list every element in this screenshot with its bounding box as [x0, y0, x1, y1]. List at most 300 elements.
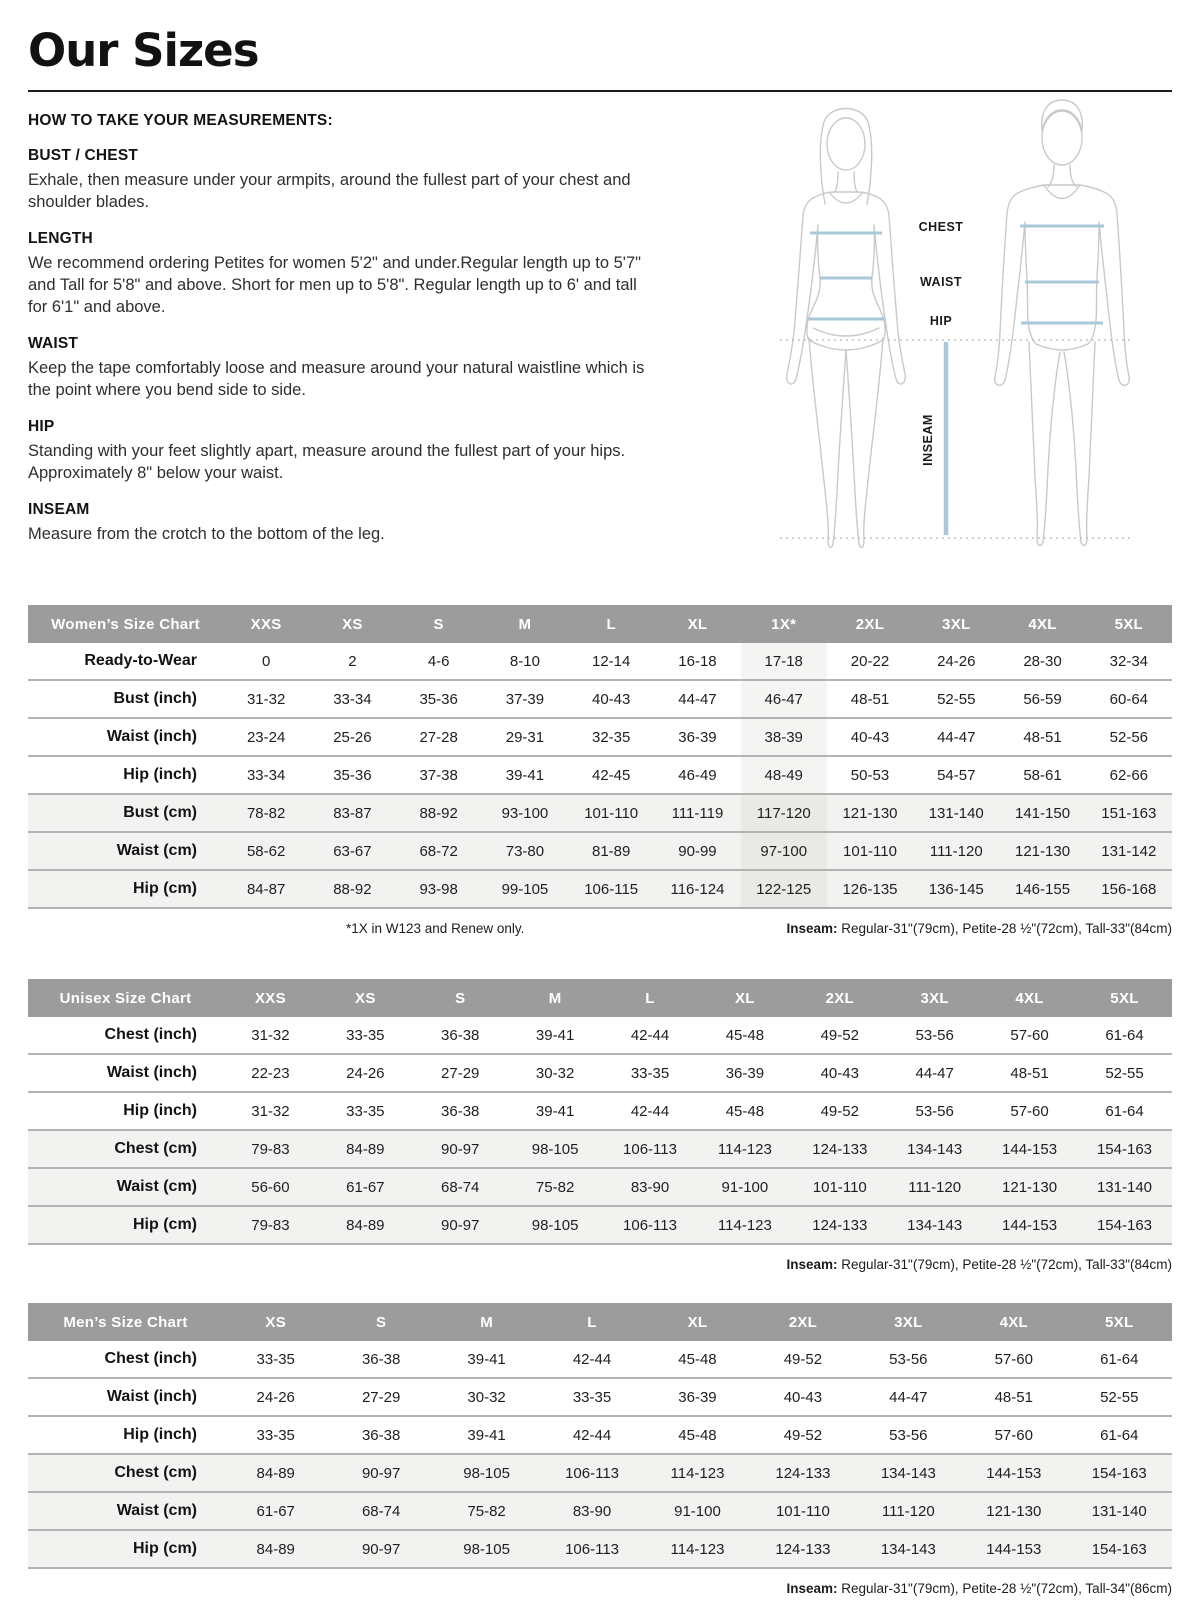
section-heading: INSEAM [28, 501, 90, 518]
size-cell: 42-44 [572, 1426, 612, 1444]
section-body: Exhale, then measure under your armpits, around the fullest part of your chest and shoulder blades. [28, 171, 631, 211]
size-cell: 63-67 [309, 832, 395, 870]
size-cell: 42-45 [592, 766, 631, 784]
size-cell: 97-100 [741, 832, 827, 870]
size-cell: 22-23 [251, 1064, 290, 1082]
size-cell: 106-113 [539, 1454, 644, 1492]
size-cell: 33-35 [346, 1102, 385, 1120]
size-cell: 134-143 [856, 1530, 961, 1568]
size-cell: 68-74 [413, 1168, 508, 1206]
row-label: Waist (inch) [106, 1388, 197, 1405]
size-cell: 124-133 [750, 1454, 855, 1492]
section-body: Standing with your feet slightly apart, measure around the fullest part of your hips. Approximately 8" below your waist. [28, 442, 626, 482]
size-cell: 61-64 [1100, 1426, 1139, 1444]
column-header: XL [654, 605, 740, 643]
table-note: Inseam: Regular-31"(79cm), Petite-28 ½"(72cm), Tall-33"(84cm) [786, 921, 1172, 936]
size-cell: 45-48 [678, 1426, 717, 1444]
size-cell: 57-60 [1010, 1026, 1049, 1044]
size-cell: 101-110 [827, 832, 913, 870]
size-cell: 39-41 [535, 1026, 575, 1044]
female-neck [835, 172, 857, 192]
size-cell: 114-123 [645, 1454, 750, 1492]
column-header: L [603, 979, 698, 1017]
size-cell: 53-56 [889, 1350, 928, 1368]
size-cell: 134-143 [887, 1206, 982, 1244]
size-cell: 36-39 [678, 728, 717, 746]
womens-table-notes [28, 921, 1172, 939]
size-cell: 90-97 [328, 1454, 433, 1492]
size-cell: 16-18 [678, 652, 717, 670]
column-header: XS [309, 605, 395, 643]
size-cell: 154-163 [1077, 1206, 1172, 1244]
female-bikini-line [813, 328, 879, 336]
table-row [28, 1416, 1172, 1454]
size-cell: 39-41 [467, 1426, 506, 1444]
size-cell: 33-34 [246, 766, 286, 784]
size-cell: 79-83 [223, 1130, 318, 1168]
row-label: Hip (cm) [28, 1530, 223, 1568]
row-label: Hip (inch) [123, 1426, 197, 1443]
size-cell: 0 [261, 652, 271, 670]
unisex-table-slot [28, 979, 1172, 1245]
size-cell: 111-119 [654, 794, 740, 832]
measurement-diagram [760, 92, 1140, 558]
size-cell: 126-135 [827, 870, 913, 908]
size-cell: 53-56 [889, 1426, 928, 1444]
size-cell: 121-130 [827, 794, 913, 832]
size-cell: 56-60 [223, 1168, 318, 1206]
size-cell: 49-52 [783, 1350, 823, 1368]
row-label: Waist (inch) [106, 728, 197, 745]
male-tank-neckline [1044, 185, 1080, 199]
size-cell: 33-35 [346, 1026, 385, 1044]
size-cell: 31-32 [246, 690, 286, 708]
size-cell: 61-67 [223, 1492, 328, 1530]
size-cell: 106-115 [568, 870, 654, 908]
size-cell: 8-10 [509, 652, 540, 670]
size-cell: 42-44 [630, 1026, 670, 1044]
size-cell: 114-123 [697, 1130, 792, 1168]
table-row [28, 1130, 1172, 1168]
size-cell: 83-90 [603, 1168, 698, 1206]
womens-table-slot [28, 605, 1172, 909]
size-cell: 31-32 [251, 1026, 290, 1044]
size-cell: 32-34 [1109, 652, 1149, 670]
size-cell: 24-26 [256, 1388, 295, 1406]
section-heading: BUST / CHEST [28, 147, 139, 164]
mens-table-slot [28, 1303, 1172, 1569]
size-cell: 83-90 [539, 1492, 644, 1530]
size-cell: 60-64 [1109, 690, 1149, 708]
size-cell: 61-64 [1105, 1026, 1144, 1044]
size-cell: 40-43 [820, 1064, 859, 1082]
size-cell: 32-35 [592, 728, 631, 746]
waist-label: WAIST [919, 275, 963, 289]
row-label: Ready-to-Wear [84, 652, 197, 669]
size-cell: 144-153 [961, 1454, 1066, 1492]
row-label: Hip (inch) [123, 1102, 197, 1119]
size-cell: 68-74 [328, 1492, 433, 1530]
size-cell: 52-56 [1109, 728, 1149, 746]
size-cell: 48-51 [1010, 1064, 1049, 1082]
row-label: Bust (inch) [113, 690, 197, 707]
size-cell: 46-47 [741, 680, 827, 718]
size-cell: 28-30 [1023, 652, 1062, 670]
table-row [28, 1378, 1172, 1416]
size-cell: 33-35 [256, 1426, 295, 1444]
section-heading: LENGTH [28, 230, 93, 247]
size-cell: 84-89 [223, 1530, 328, 1568]
size-cell: 154-163 [1067, 1530, 1173, 1568]
size-cell: 131-140 [1067, 1492, 1173, 1530]
mens-size-chart-section [28, 1303, 1172, 1599]
column-header: M [434, 1303, 539, 1341]
size-cell: 33-35 [630, 1064, 670, 1082]
column-header: 2XL [750, 1303, 855, 1341]
mens-table-notes [28, 1581, 1172, 1599]
column-header: XS [318, 979, 413, 1017]
size-cell: 37-39 [505, 690, 545, 708]
size-cell: 90-97 [413, 1206, 508, 1244]
size-cell: 98-105 [508, 1206, 603, 1244]
size-cell: 57-60 [994, 1350, 1033, 1368]
table-row [28, 1168, 1172, 1206]
size-cell: 52-55 [1105, 1064, 1144, 1082]
size-cell: 4-6 [427, 652, 450, 670]
size-cell: 20-22 [850, 652, 890, 670]
table-row [28, 1206, 1172, 1244]
size-cell: 40-43 [592, 690, 631, 708]
size-cell: 58-61 [1023, 766, 1062, 784]
womens-size-chart-section [28, 605, 1172, 939]
size-cell: 61-67 [318, 1168, 413, 1206]
size-cell: 111-120 [856, 1492, 961, 1530]
table-title: Unisex Size Chart [28, 979, 223, 1017]
column-header: 3XL [856, 1303, 961, 1341]
size-cell: 90-97 [328, 1530, 433, 1568]
size-cell: 44-47 [915, 1064, 954, 1082]
size-cell: 101-110 [568, 794, 654, 832]
size-cell: 39-41 [505, 766, 545, 784]
section-body: Measure from the crotch to the bottom of the leg. [28, 525, 385, 543]
size-tables [28, 605, 1172, 1599]
size-cell: 121-130 [999, 832, 1085, 870]
size-cell: 53-56 [915, 1026, 954, 1044]
row-label: Waist (cm) [28, 1492, 223, 1530]
size-cell: 84-89 [318, 1206, 413, 1244]
size-cell: 12-14 [592, 652, 631, 670]
size-cell: 101-110 [792, 1168, 887, 1206]
size-cell: 2 [348, 652, 357, 670]
female-figure [787, 109, 906, 548]
size-cell: 36-38 [361, 1350, 401, 1368]
page-title: Our Sizes [28, 24, 259, 77]
size-cell: 45-48 [725, 1102, 765, 1120]
size-cell: 93-98 [396, 870, 482, 908]
column-header: L [539, 1303, 644, 1341]
size-cell: 101-110 [750, 1492, 855, 1530]
male-body-outline [995, 185, 1130, 385]
table-row [28, 1092, 1172, 1130]
size-cell: 134-143 [887, 1130, 982, 1168]
size-cell: 35-36 [419, 690, 458, 708]
size-cell: 156-168 [1086, 870, 1172, 908]
male-left-leg [1029, 342, 1060, 545]
size-cell: 38-39 [741, 718, 827, 756]
chest-label: CHEST [918, 220, 964, 234]
size-cell: 91-100 [645, 1492, 750, 1530]
size-cell: 106-113 [603, 1130, 698, 1168]
size-cell: 144-153 [982, 1206, 1077, 1244]
table-row [28, 756, 1172, 794]
section-body: We recommend ordering Petites for women 5'2" and under.Regular length up to 5'7" and Tall for 5'8" and above. Short for men up to 5'8". Regular length up to 6' and tall for 6'1" and above. [28, 254, 641, 316]
size-cell: 29-31 [505, 728, 545, 746]
table-row [28, 794, 1172, 832]
size-cell: 146-155 [999, 870, 1085, 908]
column-header: M [482, 605, 568, 643]
size-cell: 151-163 [1086, 794, 1172, 832]
table-row [28, 680, 1172, 718]
table-note: *1X in W123 and Renew only. [346, 921, 525, 936]
column-header: XS [223, 1303, 328, 1341]
size-cell: 84-89 [318, 1130, 413, 1168]
size-cell: 98-105 [434, 1454, 539, 1492]
female-right-leg [846, 338, 883, 547]
column-header: S [396, 605, 482, 643]
section-heading: HIP [28, 418, 55, 435]
column-header: 2XL [792, 979, 887, 1017]
table-title: Men’s Size Chart [28, 1303, 223, 1341]
size-cell: 48-49 [741, 756, 827, 794]
table-title: Women’s Size Chart [28, 605, 223, 643]
row-label: Chest (inch) [104, 1350, 197, 1367]
female-tank-neckline [829, 192, 863, 203]
size-cell: 90-99 [654, 832, 740, 870]
page-header [0, 0, 1200, 92]
size-cell: 75-82 [434, 1492, 539, 1530]
mens-size-table [28, 1303, 1172, 1569]
row-label: Hip (inch) [123, 766, 197, 783]
column-header: 4XL [982, 979, 1077, 1017]
size-cell: 90-97 [413, 1130, 508, 1168]
size-cell: 131-140 [913, 794, 999, 832]
size-cell: 52-55 [1100, 1388, 1139, 1406]
row-label: Chest (cm) [28, 1454, 223, 1492]
size-cell: 111-120 [913, 832, 999, 870]
male-neck [1048, 165, 1076, 187]
size-cell: 111-120 [887, 1168, 982, 1206]
column-header: 1X* [741, 605, 827, 643]
column-header: XL [697, 979, 792, 1017]
size-cell: 62-66 [1109, 766, 1149, 784]
size-cell: 54-57 [937, 766, 976, 784]
male-right-leg [1064, 342, 1095, 545]
size-cell: 31-32 [251, 1102, 290, 1120]
row-label: Bust (cm) [28, 794, 223, 832]
size-cell: 141-150 [999, 794, 1085, 832]
size-cell: 114-123 [645, 1530, 750, 1568]
size-cell: 24-26 [346, 1064, 385, 1082]
size-cell: 134-143 [856, 1454, 961, 1492]
size-cell: 73-80 [482, 832, 568, 870]
size-cell: 61-64 [1100, 1350, 1139, 1368]
inseam-label: INSEAM [921, 414, 935, 466]
size-cell: 44-47 [937, 728, 976, 746]
table-row [28, 1530, 1172, 1568]
size-cell: 124-133 [792, 1206, 887, 1244]
size-cell: 98-105 [508, 1130, 603, 1168]
table-row [28, 1017, 1172, 1054]
size-cell: 35-36 [333, 766, 372, 784]
size-cell: 78-82 [223, 794, 309, 832]
size-cell: 117-120 [741, 794, 827, 832]
column-header: 3XL [887, 979, 982, 1017]
size-cell: 37-38 [419, 766, 458, 784]
size-cell: 99-105 [482, 870, 568, 908]
table-row [28, 643, 1172, 680]
column-header: 4XL [999, 605, 1085, 643]
female-head [827, 118, 865, 170]
size-cell: 49-52 [820, 1102, 859, 1120]
size-cell: 68-72 [396, 832, 482, 870]
body-diagram-svg [760, 92, 1140, 558]
female-left-leg [809, 338, 846, 547]
size-cell: 154-163 [1067, 1454, 1173, 1492]
row-label: Hip (cm) [28, 870, 223, 908]
size-cell: 39-41 [467, 1350, 506, 1368]
hip-label: HIP [929, 314, 953, 328]
size-cell: 84-87 [223, 870, 309, 908]
size-cell: 88-92 [309, 870, 395, 908]
size-cell: 48-51 [1023, 728, 1062, 746]
size-cell: 121-130 [961, 1492, 1066, 1530]
column-header: XL [645, 1303, 750, 1341]
size-cell: 27-28 [419, 728, 458, 746]
size-cell: 40-43 [850, 728, 890, 746]
column-header: XXS [223, 605, 309, 643]
size-cell: 42-44 [630, 1102, 670, 1120]
size-cell: 27-29 [361, 1388, 401, 1406]
size-cell: 106-113 [539, 1530, 644, 1568]
size-cell: 30-32 [535, 1064, 575, 1082]
column-header: XXS [223, 979, 318, 1017]
size-cell: 24-26 [937, 652, 976, 670]
size-cell: 36-39 [678, 1388, 717, 1406]
unisex-size-table [28, 979, 1172, 1245]
size-cell: 144-153 [982, 1130, 1077, 1168]
size-cell: 57-60 [994, 1426, 1033, 1444]
size-cell: 36-39 [725, 1064, 765, 1082]
size-cell: 45-48 [678, 1350, 717, 1368]
table-note: Inseam: Regular-31"(79cm), Petite-28 ½"(72cm), Tall-33"(84cm) [786, 1257, 1172, 1272]
womens-size-table [28, 605, 1172, 909]
male-head [1042, 111, 1082, 165]
measurements-heading: HOW TO TAKE YOUR MEASUREMENTS: [28, 112, 333, 129]
unisex-size-chart-section [28, 979, 1172, 1275]
table-row [28, 718, 1172, 756]
size-cell: 88-92 [396, 794, 482, 832]
size-cell: 114-123 [697, 1206, 792, 1244]
row-label: Waist (inch) [106, 1064, 197, 1081]
column-header: 2XL [827, 605, 913, 643]
size-cell: 93-100 [482, 794, 568, 832]
size-cell: 106-113 [603, 1206, 698, 1244]
row-label: Hip (cm) [28, 1206, 223, 1244]
size-cell: 36-38 [361, 1426, 401, 1444]
row-label: Waist (cm) [28, 832, 223, 870]
size-cell: 27-29 [441, 1064, 480, 1082]
size-cell: 91-100 [697, 1168, 792, 1206]
size-cell: 33-35 [572, 1388, 612, 1406]
size-cell: 75-82 [508, 1168, 603, 1206]
table-row [28, 832, 1172, 870]
column-header: L [568, 605, 654, 643]
size-cell: 46-49 [678, 766, 717, 784]
size-cell: 116-124 [654, 870, 740, 908]
table-row [28, 1454, 1172, 1492]
table-row [28, 1492, 1172, 1530]
column-header: S [413, 979, 508, 1017]
table-row [28, 1054, 1172, 1092]
size-cell: 136-145 [913, 870, 999, 908]
section-heading: WAIST [28, 335, 79, 352]
column-header: 5XL [1077, 979, 1172, 1017]
size-cell: 53-56 [915, 1102, 954, 1120]
size-cell: 52-55 [937, 690, 976, 708]
column-header: 3XL [913, 605, 999, 643]
size-cell: 33-34 [333, 690, 372, 708]
size-cell: 44-47 [678, 690, 717, 708]
size-cell: 17-18 [741, 643, 827, 680]
size-cell: 144-153 [961, 1530, 1066, 1568]
row-label: Waist (cm) [28, 1168, 223, 1206]
size-cell: 56-59 [1023, 690, 1062, 708]
size-cell: 48-51 [850, 690, 890, 708]
column-header: 5XL [1086, 605, 1172, 643]
measurement-instructions [0, 92, 1200, 545]
size-cell: 50-53 [850, 766, 890, 784]
size-cell: 49-52 [820, 1026, 859, 1044]
size-cell: 39-41 [535, 1102, 575, 1120]
size-cell: 122-125 [741, 870, 827, 908]
size-cell: 49-52 [783, 1426, 823, 1444]
size-cell: 61-64 [1105, 1102, 1144, 1120]
size-cell: 81-89 [568, 832, 654, 870]
row-label: Chest (inch) [104, 1026, 197, 1043]
size-cell: 30-32 [467, 1388, 506, 1406]
size-cell: 131-142 [1086, 832, 1172, 870]
size-cell: 58-62 [223, 832, 309, 870]
size-cell: 25-26 [333, 728, 372, 746]
column-header: M [508, 979, 603, 1017]
size-cell: 23-24 [246, 728, 286, 746]
size-cell: 44-47 [889, 1388, 928, 1406]
size-cell: 33-35 [256, 1350, 295, 1368]
table-note: Inseam: Regular-31"(79cm), Petite-28 ½"(72cm), Tall-34"(86cm) [786, 1581, 1172, 1596]
size-cell: 84-89 [223, 1454, 328, 1492]
size-cell: 83-87 [309, 794, 395, 832]
size-cell: 40-43 [783, 1388, 823, 1406]
column-header: S [328, 1303, 433, 1341]
size-cell: 154-163 [1077, 1130, 1172, 1168]
size-cell: 36-38 [441, 1102, 480, 1120]
size-cell: 79-83 [223, 1206, 318, 1244]
table-row [28, 1341, 1172, 1378]
size-cell: 131-140 [1077, 1168, 1172, 1206]
size-cell: 57-60 [1010, 1102, 1049, 1120]
column-header: 4XL [961, 1303, 1066, 1341]
unisex-table-notes [28, 1257, 1172, 1275]
